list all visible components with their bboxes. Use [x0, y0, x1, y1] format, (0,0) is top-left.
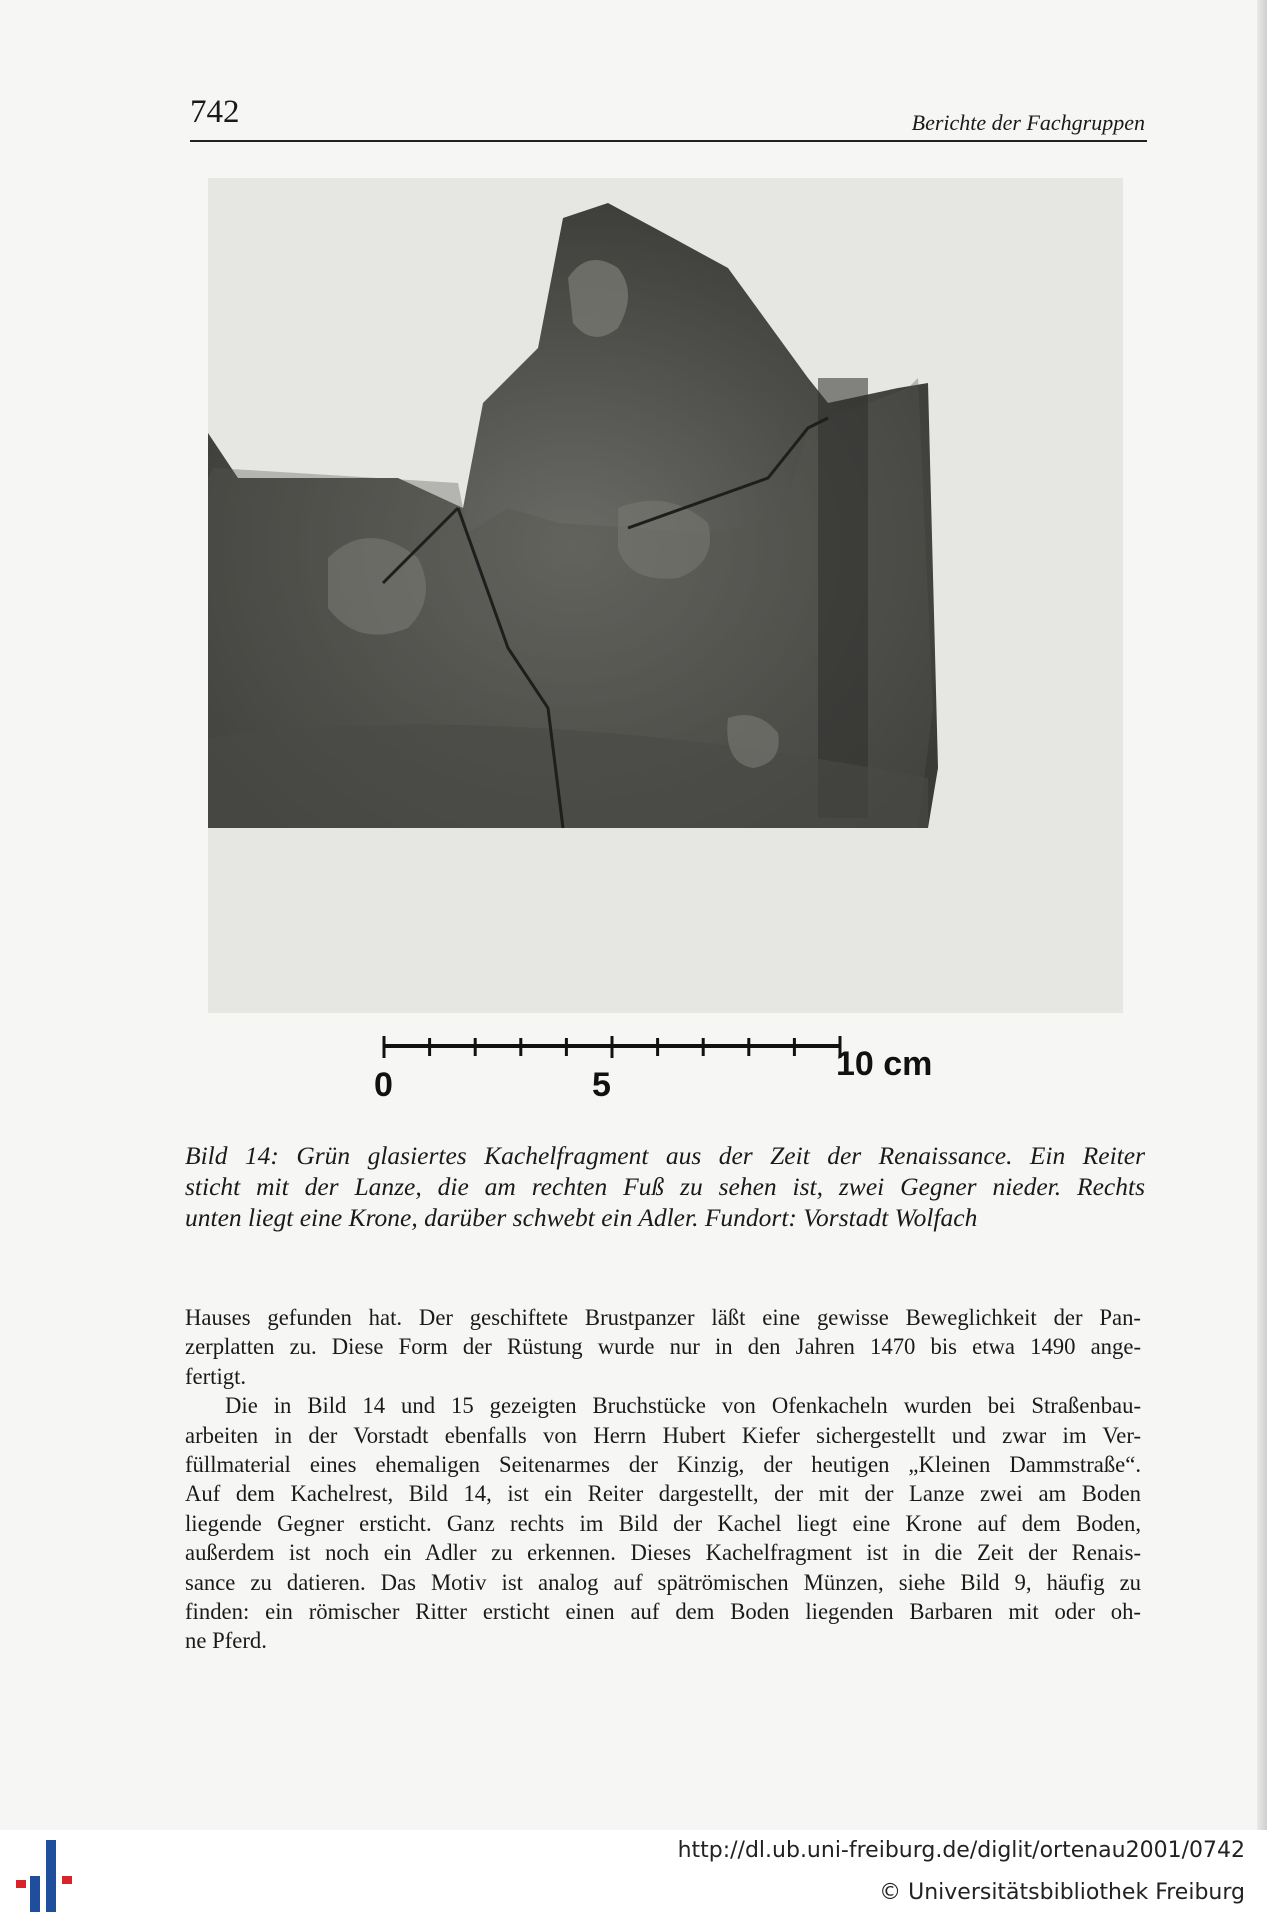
caption-line: Bild 14: Grün glasiertes Kachelfragment aus der Zeit der Renaissance. Ein Reiter [185, 1141, 1145, 1170]
page-edge [1257, 0, 1267, 1830]
running-head: Berichte der Fachgruppen [911, 110, 1145, 135]
measurement-scale [370, 1030, 970, 1104]
body-line: arbeiten in der Vorstadt ebenfalls von Herrn Hubert Kiefer sichergestellt und zwar im Ver- [185, 1422, 1141, 1448]
body-text [185, 1303, 1141, 1656]
scale-label-zero: 0 [374, 1066, 393, 1104]
page-number: 742 [190, 94, 240, 130]
body-line: zerplatten zu. Diese Form der Rüstung wurde nur in den Jahren 1470 bis etwa 1490 ange- [185, 1334, 1141, 1360]
caption-line: sticht mit der Lanze, die am rechten Fuß zu sehen ist, zwei Gegner nieder. Rechts [185, 1172, 1145, 1201]
tile-fragment-photo [208, 178, 1123, 1013]
body-line: liegende Gegner ersticht. Ganz rechts im Bild der Kachel liegt eine Krone auf dem Boden, [185, 1510, 1141, 1536]
caption-line: unten liegt eine Krone, darüber schwebt ein Adler. Fundort: Vorstadt Wolfach [185, 1203, 978, 1232]
body-line: außerdem ist noch ein Adler zu erkennen. Dieses Kachelfragment ist in die Zeit der Renais- [185, 1540, 1141, 1566]
library-logo-icon [16, 1840, 82, 1912]
body-line: Die in Bild 14 und 15 gezeigten Bruchstücke von Ofenkacheln wurden bei Straßenbau- [225, 1393, 1141, 1419]
body-line: fertigt. [185, 1363, 247, 1389]
body-line: finden: ein römischer Ritter ersticht einen auf dem Boden liegenden Barbaren mit oder oh- [185, 1599, 1141, 1625]
header-rule [190, 140, 1147, 142]
footer-url-link[interactable]: http://dl.ub.uni-freiburg.de/diglit/ortenau2001/0742 [677, 1838, 1245, 1863]
figure-caption [185, 1140, 1145, 1233]
body-line: ne Pferd. [185, 1628, 267, 1654]
body-line: Auf dem Kachelrest, Bild 14, ist ein Reiter dargestellt, der mit der Lanze zwei am Boden [185, 1481, 1141, 1507]
scale-label-five: 5 [592, 1066, 611, 1104]
footer-copyright: © Universitätsbibliothek Freiburg [879, 1880, 1245, 1905]
body-line: füllmaterial eines ehemaligen Seitenarmes der Kinzig, der heutigen „Kleinen Dammstraße“. [185, 1452, 1141, 1478]
scale-label-ten: 10 cm [836, 1045, 933, 1083]
body-line: Hauses gefunden hat. Der geschiftete Brustpanzer läßt eine gewisse Beweglichkeit der Pan- [185, 1305, 1141, 1330]
body-line: sance zu datieren. Das Motiv ist analog auf spätrömischen Münzen, siehe Bild 9, häufig zu [185, 1569, 1141, 1595]
